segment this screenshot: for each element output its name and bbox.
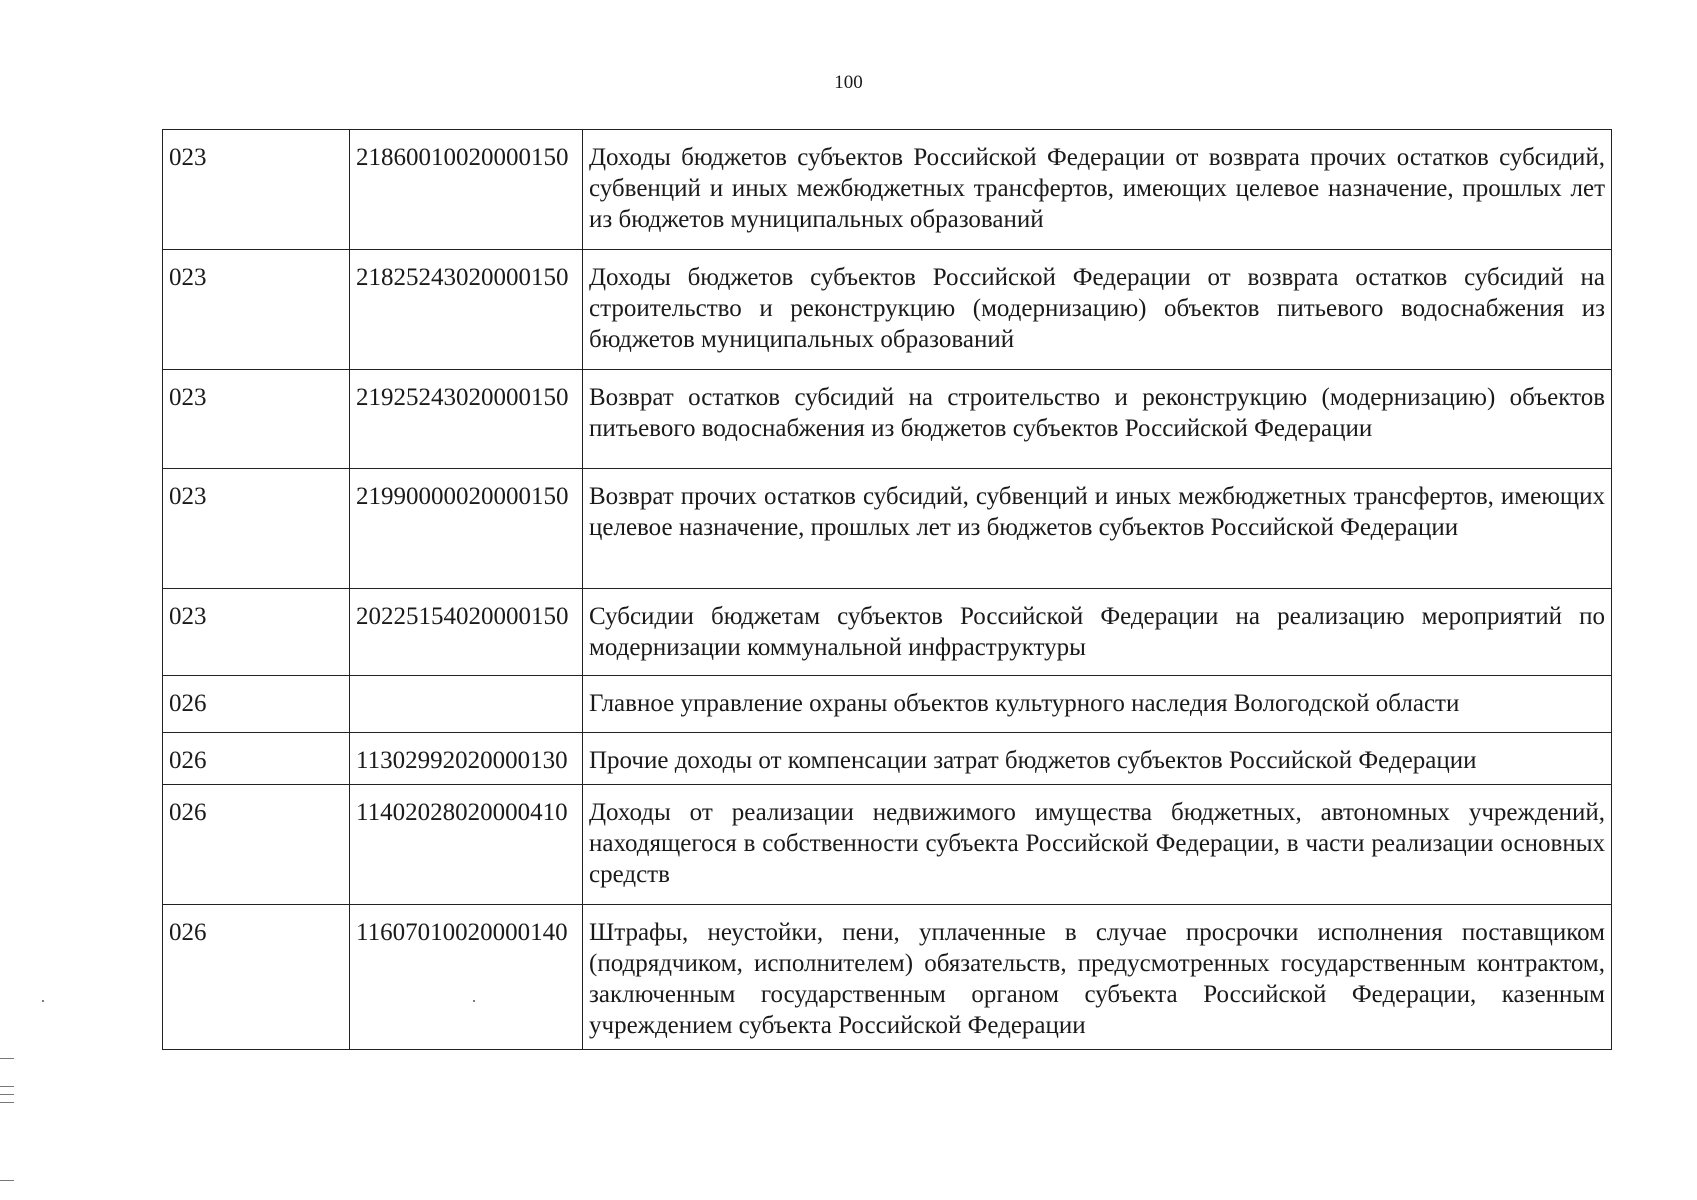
budget-code-cell: 21825243020000150 (350, 250, 583, 370)
admin-code-cell: 026 (163, 785, 350, 905)
budget-code-cell: 11607010020000140 (350, 905, 583, 1050)
description-cell: Субсидии бюджетам субъектов Российской Федерации на реализацию мероприятий по модернизации коммунальной инфраструктуры (583, 589, 1612, 676)
admin-code-cell: 023 (163, 250, 350, 370)
scan-margin-mark (0, 1086, 14, 1087)
budget-code-cell: 11402028020000410 (350, 785, 583, 905)
admin-code-cell: 026 (163, 733, 350, 785)
scan-margin-mark (0, 1180, 14, 1181)
scan-margin-mark (0, 1102, 14, 1103)
table-row (163, 370, 1612, 469)
table-row (163, 733, 1612, 785)
page-number: 100 (834, 72, 863, 93)
scan-artifact-dot (473, 1000, 475, 1002)
admin-code-cell: 023 (163, 589, 350, 676)
budget-code-cell: 21990000020000150 (350, 469, 583, 589)
description-cell: Доходы бюджетов субъектов Российской Федерации от возврата остатков субсидий на строительство и реконструкцию (модернизацию) объектов питьевого водоснабжения из бюджетов муниципальных образований (583, 250, 1612, 370)
description-cell: Доходы бюджетов субъектов Российской Федерации от возврата прочих остатков субсидий, субвенций и иных межбюджетных трансфертов, имеющих целевое назначение, прошлых лет из бюджетов муниципальных образований (583, 130, 1612, 250)
budget-code-cell: 11302992020000130 (350, 733, 583, 785)
description-cell: Прочие доходы от компенсации затрат бюджетов субъектов Российской Федерации (583, 733, 1612, 785)
scan-margin-mark (0, 1094, 14, 1095)
table-row (163, 785, 1612, 905)
description-cell: Возврат остатков субсидий на строительство и реконструкцию (модернизацию) объектов питьевого водоснабжения из бюджетов субъектов Российской Федерации (583, 370, 1612, 469)
table-row (163, 250, 1612, 370)
budget-code-cell (350, 676, 583, 733)
budget-code-cell: 21860010020000150 (350, 130, 583, 250)
description-cell: Доходы от реализации недвижимого имущества бюджетных, автономных учреждений, находящегося в собственности субъекта Российской Федерации, в части реализации основных средств (583, 785, 1612, 905)
table-row (163, 905, 1612, 1050)
budget-code-cell: 21925243020000150 (350, 370, 583, 469)
admin-code-cell: 023 (163, 130, 350, 250)
description-cell: Возврат прочих остатков субсидий, субвенций и иных межбюджетных трансфертов, имеющих целевое назначение, прошлых лет из бюджетов субъектов Российской Федерации (583, 469, 1612, 589)
table-row (163, 469, 1612, 589)
description-cell: Штрафы, неустойки, пени, уплаченные в случае просрочки исполнения поставщиком (подрядчиком, исполнителем) обязательств, предусмотренных государственным контрактом, заключенным государственным органом субъекта Российской Федерации, казенным учреждением субъекта Российской Федерации (583, 905, 1612, 1050)
admin-code-cell: 023 (163, 469, 350, 589)
scan-margin-mark (0, 1058, 14, 1059)
table-row (163, 676, 1612, 733)
budget-code-cell: 20225154020000150 (350, 589, 583, 676)
admin-code-cell: 023 (163, 370, 350, 469)
table-row (163, 130, 1612, 250)
admin-code-cell: 026 (163, 905, 350, 1050)
department-heading-cell: Главное управление охраны объектов культурного наследия Вологодской области (583, 676, 1612, 733)
table-row (163, 589, 1612, 676)
admin-code-cell: 026 (163, 676, 350, 733)
scan-artifact-dot (42, 1000, 44, 1002)
budget-codes-table (162, 129, 1612, 1050)
